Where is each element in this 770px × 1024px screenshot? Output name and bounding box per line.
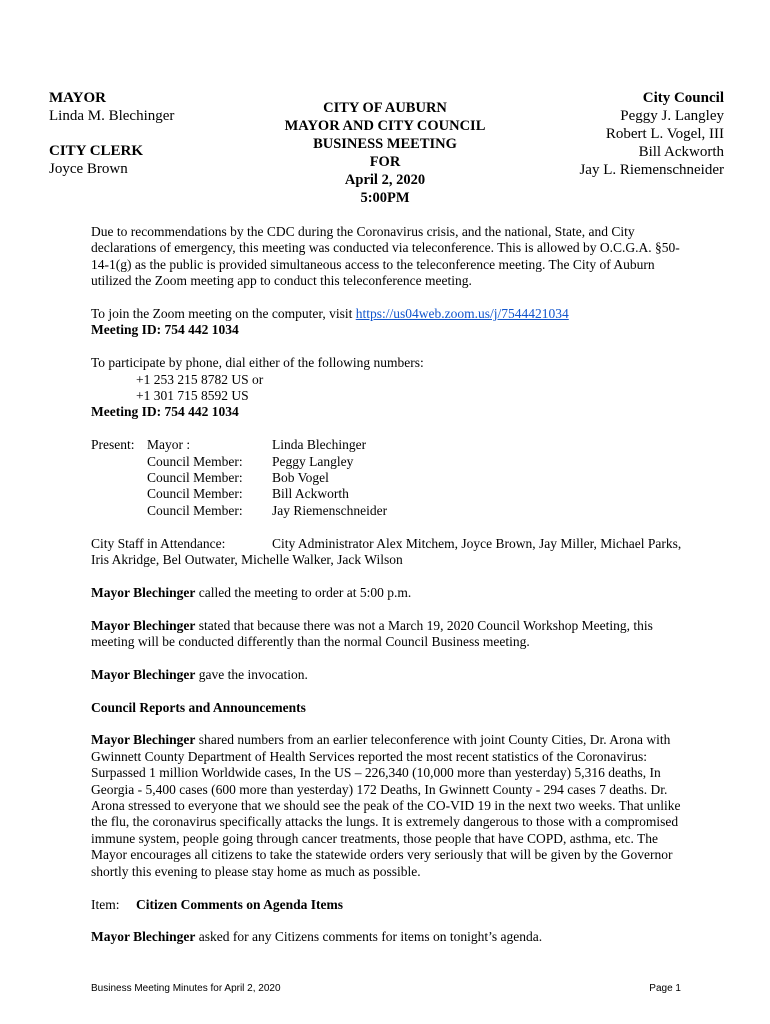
clerk-name: Joyce Brown: [49, 161, 128, 177]
phone-number: +1 253 215 8782 US or: [136, 371, 264, 387]
attendee-name: Peggy Langley: [272, 453, 354, 469]
speaker-name: Mayor Blechinger: [91, 584, 196, 600]
header-center: [255, 99, 515, 207]
speaker-name: Mayor Blechinger: [91, 732, 196, 748]
council-name: MAYOR AND CITY COUNCIL: [284, 118, 486, 134]
header-right: [484, 89, 724, 179]
city-name: CITY OF AUBURN: [323, 100, 447, 116]
attendee-role: Council Member:: [147, 470, 243, 486]
header-left: [49, 89, 249, 178]
zoom-meeting-id: Meeting ID: 754 442 1034: [91, 322, 239, 338]
minutes-body: [91, 224, 691, 962]
meeting-date: April 2, 2020: [344, 172, 426, 188]
mayor-name: Linda M. Blechinger: [49, 108, 175, 124]
speaker-name: Mayor Blechinger: [91, 617, 196, 633]
item-label: Item:: [91, 896, 120, 912]
council-member: Peggy J. Langley: [620, 108, 724, 124]
intro-paragraph: Due to recommendations by the CDC during the Coronavirus crisis, and the national, State, and City declarations of emergency, this meeting was conducted via teleconference. This is allowed by O.C.G.A. §50-14-1(g) as the public is provided simultaneous access to the teleconference meeting. The City of Auburn utilized the Zoom meeting app to conduct this teleconference meeting.: [91, 224, 680, 289]
footer-title: Business Meeting Minutes for April 2, 2020: [91, 983, 281, 994]
minutes-paragraph: [91, 667, 691, 683]
attendance-list: [91, 437, 691, 519]
staff-label: City Staff in Attendance:: [91, 535, 226, 551]
attendee-name: Jay Riemenschneider: [272, 502, 388, 518]
minutes-paragraph: [91, 929, 691, 945]
report-paragraph: [91, 732, 691, 880]
phone-info: [91, 355, 691, 421]
staff-names: City Administrator Alex Mitchem, Joyce Brown, Jay Miller, Michael Parks, Iris Akridge, Bel Outwater, Michelle Walker, Jack Wilson: [91, 535, 682, 568]
zoom-text: To join the Zoom meeting on the computer, visit: [91, 306, 356, 322]
phone-number: +1 301 715 8592 US: [136, 388, 249, 404]
item-title: Citizen Comments on Agenda Items: [136, 896, 343, 912]
attendee-role: Council Member:: [147, 486, 243, 502]
zoom-info: [91, 306, 691, 339]
paragraph-text: called the meeting to order at 5:00 p.m.: [195, 584, 412, 600]
attendee-name: Bob Vogel: [272, 470, 329, 486]
speaker-name: Mayor Blechinger: [91, 929, 196, 945]
paragraph-text: shared numbers from an earlier teleconference with joint County Cities, Dr. Arona with Gwinnett County Department of Health Services reported the most recent statistics of the Coronavirus: Surpassed 1 million Worldwide cases, In the US – 226,340 (10,000 more than yesterday) 5,316 deaths, In Georgia - 5,400 cases (600 more than yesterday) 172 Deaths, In Gwinnett County - 294 cases 7 deaths. Dr. Arona stressed to everyone that we should see the peak of the CO-VID 19 in the next two weeks. That unlike the flu, the coronavirus specifically attacks the lungs. It is extremely dangerous to those with a compromised immune system, people going through cancer treatments, those people that have COPD, asthma, etc. The Mayor encourages all citizens to take the statewide orders very seriously that will be given by the Governor shortly this evening to please stay home as much as possible.: [91, 732, 681, 879]
section-heading: Council Reports and Announcements: [91, 699, 306, 715]
for-label: FOR: [369, 154, 401, 170]
staff-attendance: [91, 536, 691, 569]
paragraph-text: asked for any Citizens comments for items on tonight’s agenda.: [195, 929, 543, 945]
attendee-role: Mayor :: [147, 437, 191, 453]
mayor-title: MAYOR: [49, 90, 106, 106]
phone-text: To participate by phone, dial either of the following numbers:: [91, 355, 424, 371]
attendee-role: Council Member:: [147, 453, 243, 469]
council-member: Jay L. Riemenschneider: [579, 162, 724, 178]
page-number: Page 1: [649, 983, 681, 994]
minutes-paragraph: [91, 585, 691, 601]
council-title: City Council: [642, 90, 724, 106]
council-member: Bill Ackworth: [638, 144, 724, 160]
meeting-type: BUSINESS MEETING: [313, 136, 457, 152]
speaker-name: Mayor Blechinger: [91, 666, 196, 682]
agenda-item: [91, 897, 691, 913]
zoom-link[interactable]: https://us04web.zoom.us/j/7544421034: [355, 306, 569, 322]
paragraph-text: stated that because there was not a March 19, 2020 Council Workshop Meeting, this meeting will be conducted differently than the normal Council Business meeting.: [91, 617, 653, 650]
meeting-time: 5:00PM: [360, 190, 410, 206]
attendee-name: Bill Ackworth: [272, 486, 349, 502]
paragraph-text: gave the invocation.: [195, 666, 308, 682]
attendee-name: Linda Blechinger: [272, 437, 367, 453]
council-member: Robert L. Vogel, III: [605, 126, 724, 142]
attendee-role: Council Member:: [147, 502, 243, 518]
minutes-paragraph: [91, 618, 691, 651]
clerk-title: CITY CLERK: [49, 143, 144, 159]
present-label: Present:: [91, 437, 135, 453]
phone-meeting-id: Meeting ID: 754 442 1034: [91, 404, 239, 420]
